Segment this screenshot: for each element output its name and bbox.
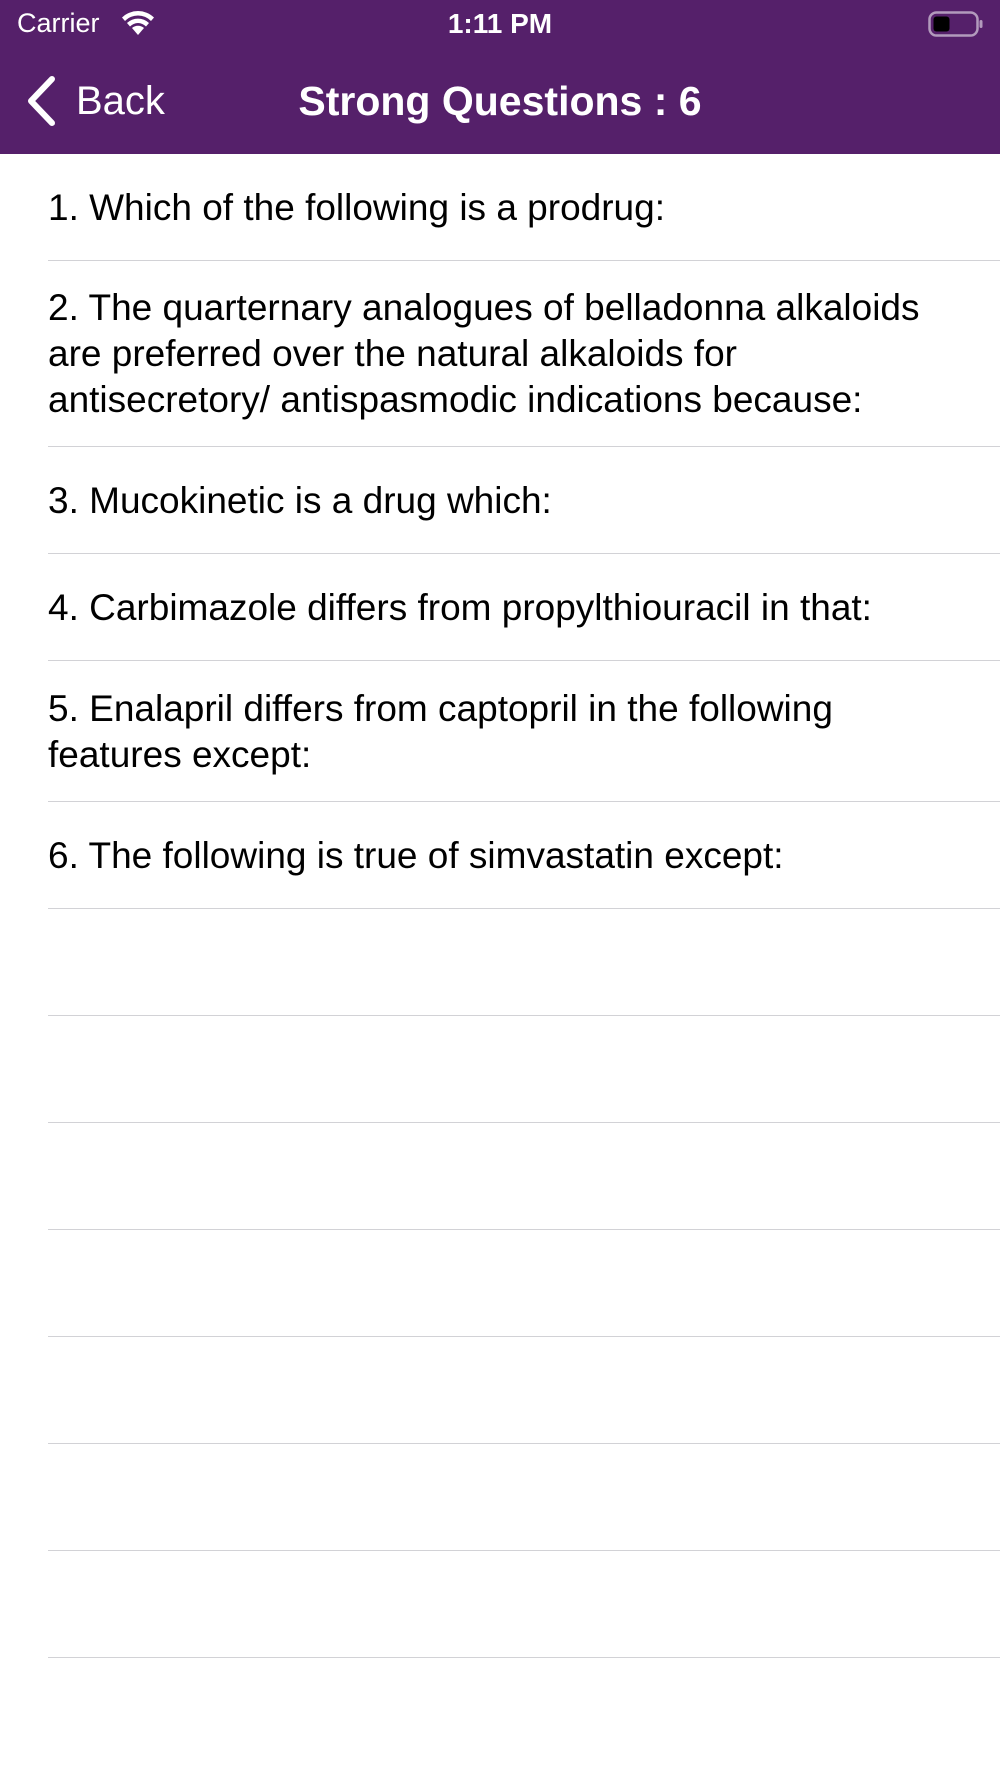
question-row[interactable]	[0, 447, 1000, 554]
empty-row	[0, 1337, 1000, 1444]
status-bar	[0, 0, 1000, 50]
empty-row	[0, 1551, 1000, 1658]
question-list	[0, 154, 1000, 1658]
carrier-label: Carrier	[17, 8, 100, 38]
question-text: 2. The quarternary analogues of belladonna alkaloids are preferred over the natural alkaloids for antisecretory/ antispasmodic indications because:	[48, 287, 920, 420]
empty-row	[0, 1123, 1000, 1230]
question-text: 4. Carbimazole differs from propylthiouracil in that:	[48, 586, 872, 628]
empty-row	[0, 909, 1000, 1016]
header	[0, 0, 1000, 154]
empty-row	[0, 1016, 1000, 1123]
navigation-bar	[0, 50, 1000, 154]
status-time: 1:11 PM	[447, 8, 553, 39]
question-row[interactable]	[0, 661, 1000, 802]
question-row[interactable]	[0, 154, 1000, 261]
question-row[interactable]	[0, 261, 1000, 447]
question-text: 6. The following is true of simvastatin except:	[48, 834, 784, 876]
back-button-label: Back	[76, 78, 165, 123]
page-title: Strong Questions : 6	[298, 78, 702, 124]
question-text: 3. Mucokinetic is a drug which:	[48, 479, 552, 521]
battery-icon	[928, 10, 984, 38]
question-text: 1. Which of the following is a prodrug:	[48, 186, 665, 228]
question-text: 5. Enalapril differs from captopril in the following features except:	[48, 687, 833, 775]
empty-row	[0, 1230, 1000, 1337]
question-row[interactable]	[0, 554, 1000, 661]
empty-row	[0, 1444, 1000, 1551]
question-row[interactable]	[0, 802, 1000, 909]
